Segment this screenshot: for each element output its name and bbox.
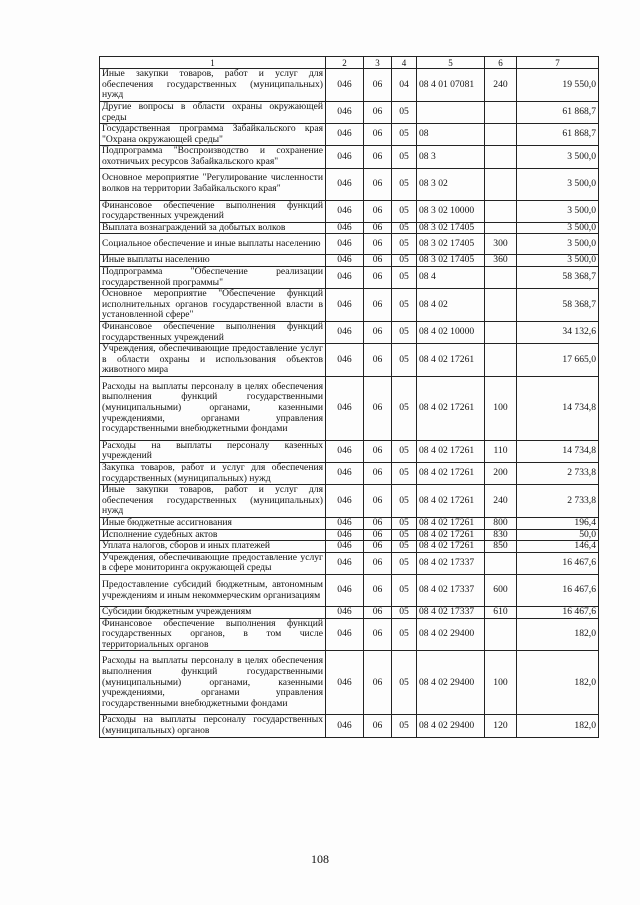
table-row — [100, 234, 599, 255]
row-code-3: 06 — [364, 344, 392, 377]
row-code-2: 046 — [326, 529, 364, 541]
row-code-6 — [485, 200, 517, 222]
row-code-4: 05 — [392, 102, 417, 124]
row-code-6: 850 — [485, 541, 517, 553]
row-code-5: 08 4 02 17261 — [417, 529, 485, 541]
row-amount: 16 467,6 — [517, 575, 599, 607]
row-code-4: 04 — [392, 69, 417, 102]
table-row — [100, 344, 599, 377]
row-code-5: 08 4 02 17337 — [417, 607, 485, 619]
row-name: Предоставление субсидий бюджетным, автономным учреждениям и иным некоммерческим организациям — [100, 575, 326, 607]
row-name: Основное мероприятие "Обеспечение функций исполнительных органов государственной власти в установленной сфере" — [100, 289, 326, 322]
row-code-3: 06 — [364, 607, 392, 619]
column-header-4: 4 — [392, 57, 417, 69]
row-code-2: 046 — [326, 376, 364, 440]
table-row — [100, 222, 599, 234]
row-name: Учреждения, обеспечивающие предоставление услуг в сфере мониторинга окружающей среды — [100, 552, 326, 574]
row-code-2: 046 — [326, 552, 364, 574]
column-header-2: 2 — [326, 57, 364, 69]
table-row — [100, 255, 599, 267]
row-code-6: 360 — [485, 255, 517, 267]
row-code-4: 05 — [392, 651, 417, 715]
row-amount: 3 500,0 — [517, 234, 599, 255]
row-code-3: 06 — [364, 529, 392, 541]
table-header-row — [100, 57, 599, 69]
row-code-2: 046 — [326, 440, 364, 462]
row-code-5: 08 4 02 10000 — [417, 321, 485, 343]
row-code-2: 046 — [326, 715, 364, 737]
row-name: Расходы на выплаты персоналу в целях обеспечения выполнения функций государственными (муниципальными) органами, казенными учреждениями, органами управления государственными внебюджетными фондами — [100, 651, 326, 715]
row-code-2: 046 — [326, 485, 364, 518]
row-code-4: 05 — [392, 607, 417, 619]
row-code-4: 05 — [392, 529, 417, 541]
row-code-5: 08 4 02 17261 — [417, 376, 485, 440]
row-name: Финансовое обеспечение выполнения функций государственных учреждений — [100, 321, 326, 343]
row-name: Подпрограмма "Обеспечение реализации государственной программы" — [100, 266, 326, 288]
row-code-3: 06 — [364, 618, 392, 651]
row-code-4: 05 — [392, 518, 417, 530]
row-amount: 146,4 — [517, 541, 599, 553]
row-code-6 — [485, 289, 517, 322]
row-name: Финансовое обеспечение выполнения функций государственных органов, в том числе территориальных органов — [100, 618, 326, 651]
row-code-2: 046 — [326, 200, 364, 222]
row-code-3: 06 — [364, 168, 392, 200]
table-row — [100, 518, 599, 530]
row-code-6 — [485, 168, 517, 200]
table-row — [100, 321, 599, 343]
row-code-3: 06 — [364, 146, 392, 168]
row-code-5: 08 4 02 17337 — [417, 575, 485, 607]
row-code-6: 240 — [485, 485, 517, 518]
row-amount: 16 467,6 — [517, 552, 599, 574]
row-code-3: 06 — [364, 69, 392, 102]
row-code-3: 06 — [364, 234, 392, 255]
row-amount: 61 868,7 — [517, 102, 599, 124]
table-body — [100, 57, 599, 738]
row-name: Основное мероприятие "Регулирование численности волков на территории Забайкальского края" — [100, 168, 326, 200]
row-amount: 2 733,8 — [517, 485, 599, 518]
row-code-3: 06 — [364, 715, 392, 737]
table-row — [100, 289, 599, 322]
row-name: Иные закупки товаров, работ и услуг для обеспечения государственных (муниципальных) нужд — [100, 485, 326, 518]
row-code-5: 08 4 02 29400 — [417, 618, 485, 651]
row-code-5: 08 4 02 17261 — [417, 541, 485, 553]
row-code-3: 06 — [364, 200, 392, 222]
row-code-6 — [485, 222, 517, 234]
row-code-4: 05 — [392, 541, 417, 553]
row-name: Расходы на выплаты персоналу казенных учреждений — [100, 440, 326, 462]
row-name: Другие вопросы в области охраны окружающей среды — [100, 102, 326, 124]
table-row — [100, 168, 599, 200]
row-code-5 — [417, 102, 485, 124]
row-code-2: 046 — [326, 289, 364, 322]
row-code-6: 100 — [485, 651, 517, 715]
row-code-5: 08 3 — [417, 146, 485, 168]
row-code-4: 05 — [392, 124, 417, 146]
row-code-6: 830 — [485, 529, 517, 541]
row-code-4: 05 — [392, 146, 417, 168]
page-number: 108 — [311, 852, 329, 866]
row-name: Уплата налогов, сборов и иных платежей — [100, 541, 326, 553]
row-code-5: 08 4 02 17261 — [417, 440, 485, 462]
row-code-5: 08 3 02 — [417, 168, 485, 200]
row-name: Подпрограмма "Воспроизводство и сохранение охотничьих ресурсов Забайкальского края" — [100, 146, 326, 168]
column-header-6: 6 — [485, 57, 517, 69]
row-amount: 3 500,0 — [517, 200, 599, 222]
row-code-2: 046 — [326, 541, 364, 553]
row-amount: 2 733,8 — [517, 463, 599, 485]
row-code-4: 05 — [392, 234, 417, 255]
row-code-4: 05 — [392, 222, 417, 234]
table-row — [100, 124, 599, 146]
row-code-4: 05 — [392, 715, 417, 737]
row-name: Выплата вознаграждений за добытых волков — [100, 222, 326, 234]
row-code-4: 05 — [392, 618, 417, 651]
row-code-4: 05 — [392, 440, 417, 462]
row-code-3: 06 — [364, 575, 392, 607]
row-name: Расходы на выплаты персоналу государственных (муниципальных) органов — [100, 715, 326, 737]
table-row — [100, 575, 599, 607]
row-name: Расходы на выплаты персоналу в целях обеспечения выполнения функций государственными (муниципальными) органами, казенными учреждениями, органами управления государственными внебюджетными фондами — [100, 376, 326, 440]
row-code-5: 08 4 02 17261 — [417, 518, 485, 530]
row-code-6: 120 — [485, 715, 517, 737]
table-row — [100, 102, 599, 124]
row-code-3: 06 — [364, 124, 392, 146]
row-amount: 3 500,0 — [517, 222, 599, 234]
row-name: Субсидии бюджетным учреждениям — [100, 607, 326, 619]
row-code-5: 08 4 02 17337 — [417, 552, 485, 574]
row-code-6 — [485, 266, 517, 288]
row-code-2: 046 — [326, 321, 364, 343]
row-amount: 17 665,0 — [517, 344, 599, 377]
row-code-5: 08 3 02 17405 — [417, 255, 485, 267]
row-code-5: 08 — [417, 124, 485, 146]
column-header-3: 3 — [364, 57, 392, 69]
row-code-6: 610 — [485, 607, 517, 619]
row-code-6 — [485, 102, 517, 124]
column-header-1: 1 — [100, 57, 326, 69]
row-amount: 58 368,7 — [517, 266, 599, 288]
row-code-4: 05 — [392, 376, 417, 440]
row-code-3: 06 — [364, 485, 392, 518]
row-amount: 34 132,6 — [517, 321, 599, 343]
table-row — [100, 200, 599, 222]
budget-table — [99, 56, 599, 738]
row-code-5: 08 3 02 10000 — [417, 200, 485, 222]
row-code-2: 046 — [326, 518, 364, 530]
row-code-2: 046 — [326, 234, 364, 255]
row-code-2: 046 — [326, 618, 364, 651]
row-code-6 — [485, 321, 517, 343]
row-code-6: 200 — [485, 463, 517, 485]
row-code-3: 06 — [364, 255, 392, 267]
row-code-2: 046 — [326, 102, 364, 124]
row-code-6: 100 — [485, 376, 517, 440]
row-code-6 — [485, 124, 517, 146]
row-code-5: 08 4 01 07081 — [417, 69, 485, 102]
row-code-6: 600 — [485, 575, 517, 607]
row-code-2: 046 — [326, 463, 364, 485]
row-name: Иные закупки товаров, работ и услуг для обеспечения государственных (муниципальных) нужд — [100, 69, 326, 102]
table-row — [100, 651, 599, 715]
row-code-6 — [485, 146, 517, 168]
row-code-4: 05 — [392, 485, 417, 518]
row-amount: 3 500,0 — [517, 146, 599, 168]
row-code-2: 046 — [326, 168, 364, 200]
row-code-5: 08 4 02 17261 — [417, 463, 485, 485]
row-name: Закупка товаров, работ и услуг для обеспечения государственных (муниципальных) нужд — [100, 463, 326, 485]
row-code-6: 300 — [485, 234, 517, 255]
row-code-3: 06 — [364, 289, 392, 322]
row-name: Социальное обеспечение и иные выплаты населению — [100, 234, 326, 255]
row-amount: 3 500,0 — [517, 255, 599, 267]
row-code-2: 046 — [326, 69, 364, 102]
table-row — [100, 607, 599, 619]
table-row — [100, 69, 599, 102]
column-header-7: 7 — [517, 57, 599, 69]
row-code-2: 046 — [326, 222, 364, 234]
row-code-2: 046 — [326, 575, 364, 607]
table-row — [100, 529, 599, 541]
table-row — [100, 485, 599, 518]
row-code-6: 240 — [485, 69, 517, 102]
table-row — [100, 146, 599, 168]
table-row — [100, 618, 599, 651]
column-header-5: 5 — [417, 57, 485, 69]
table-row — [100, 541, 599, 553]
row-code-6: 110 — [485, 440, 517, 462]
row-code-3: 06 — [364, 266, 392, 288]
row-code-3: 06 — [364, 552, 392, 574]
row-code-2: 046 — [326, 146, 364, 168]
table-row — [100, 552, 599, 574]
row-code-3: 06 — [364, 376, 392, 440]
row-code-2: 046 — [326, 651, 364, 715]
row-code-3: 06 — [364, 651, 392, 715]
row-amount: 14 734,8 — [517, 440, 599, 462]
table-row — [100, 440, 599, 462]
row-code-2: 046 — [326, 124, 364, 146]
row-code-3: 06 — [364, 518, 392, 530]
row-amount: 3 500,0 — [517, 168, 599, 200]
row-code-2: 046 — [326, 344, 364, 377]
row-amount: 16 467,6 — [517, 607, 599, 619]
row-amount: 182,0 — [517, 618, 599, 651]
row-amount: 182,0 — [517, 715, 599, 737]
row-amount: 182,0 — [517, 651, 599, 715]
row-code-5: 08 3 02 17405 — [417, 222, 485, 234]
row-code-4: 05 — [392, 266, 417, 288]
row-amount: 19 550,0 — [517, 69, 599, 102]
row-code-5: 08 4 — [417, 266, 485, 288]
row-code-6 — [485, 552, 517, 574]
row-code-6: 800 — [485, 518, 517, 530]
row-code-5: 08 4 02 29400 — [417, 651, 485, 715]
row-amount: 58 368,7 — [517, 289, 599, 322]
row-code-5: 08 4 02 17261 — [417, 485, 485, 518]
row-code-5: 08 4 02 — [417, 289, 485, 322]
row-code-2: 046 — [326, 607, 364, 619]
row-code-3: 06 — [364, 222, 392, 234]
row-code-6 — [485, 344, 517, 377]
row-code-4: 05 — [392, 255, 417, 267]
row-code-4: 05 — [392, 200, 417, 222]
row-amount: 14 734,8 — [517, 376, 599, 440]
row-code-4: 05 — [392, 321, 417, 343]
table-row — [100, 715, 599, 737]
row-code-4: 05 — [392, 289, 417, 322]
row-code-3: 06 — [364, 321, 392, 343]
row-code-5: 08 4 02 29400 — [417, 715, 485, 737]
row-name: Исполнение судебных актов — [100, 529, 326, 541]
row-code-2: 046 — [326, 266, 364, 288]
row-code-2: 046 — [326, 255, 364, 267]
row-code-3: 06 — [364, 541, 392, 553]
row-code-3: 06 — [364, 463, 392, 485]
row-code-5: 08 3 02 17405 — [417, 234, 485, 255]
table-row — [100, 266, 599, 288]
table-row — [100, 463, 599, 485]
row-name: Государственная программа Забайкальского края "Охрана окружающей среды" — [100, 124, 326, 146]
row-amount: 196,4 — [517, 518, 599, 530]
row-code-4: 05 — [392, 575, 417, 607]
row-code-6 — [485, 618, 517, 651]
row-code-5: 08 4 02 17261 — [417, 344, 485, 377]
row-name: Финансовое обеспечение выполнения функций государственных учреждений — [100, 200, 326, 222]
row-code-3: 06 — [364, 440, 392, 462]
table-row — [100, 376, 599, 440]
row-code-4: 05 — [392, 168, 417, 200]
row-code-3: 06 — [364, 102, 392, 124]
row-amount: 61 868,7 — [517, 124, 599, 146]
row-code-4: 05 — [392, 552, 417, 574]
row-code-4: 05 — [392, 344, 417, 377]
row-code-4: 05 — [392, 463, 417, 485]
row-name: Учреждения, обеспечивающие предоставление услуг в области охраны и использования объектов животного мира — [100, 344, 326, 377]
row-name: Иные выплаты населению — [100, 255, 326, 267]
row-name: Иные бюджетные ассигнования — [100, 518, 326, 530]
row-amount: 50,0 — [517, 529, 599, 541]
